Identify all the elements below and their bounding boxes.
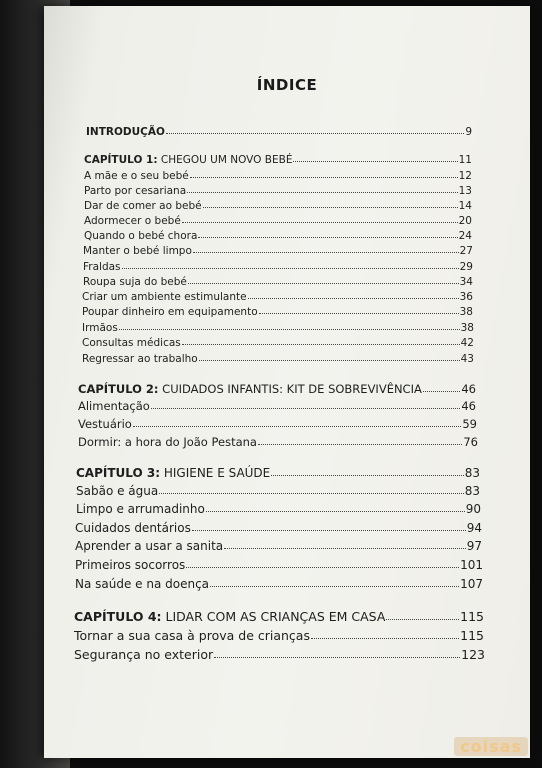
dot-leader xyxy=(224,547,466,549)
toc-page-number: 76 xyxy=(463,435,478,449)
toc-page-number: 20 xyxy=(458,215,472,227)
toc-entry-label xyxy=(76,484,158,498)
toc-entry xyxy=(74,647,485,662)
toc-entry-text: Tornar a sua casa à prova de crianças xyxy=(74,628,310,643)
toc-entry-text: CUIDADOS INFANTIS: KIT DE SOBREVIVÊNCIA xyxy=(158,382,422,396)
dot-leader xyxy=(188,282,459,284)
toc-entry xyxy=(76,466,480,480)
dot-leader xyxy=(206,510,465,512)
toc-chapter-number: CAPÍTULO 1: xyxy=(84,154,158,166)
toc-page-number: 46 xyxy=(461,382,476,396)
dot-leader xyxy=(203,206,458,208)
toc-entry-label xyxy=(75,539,223,553)
toc-page-number: 59 xyxy=(462,417,477,431)
toc-entry-text: Alimentação xyxy=(78,399,150,413)
toc-page-number: 36 xyxy=(459,291,473,303)
toc-entry-text: Fraldas xyxy=(83,261,121,273)
toc-page-number: 14 xyxy=(458,200,472,212)
toc-entry xyxy=(76,484,480,498)
toc-entry xyxy=(84,170,472,182)
dot-leader xyxy=(190,176,458,178)
toc-page-number: 83 xyxy=(464,484,480,498)
toc-entry-label xyxy=(75,577,209,591)
toc-entry-label xyxy=(84,200,202,212)
toc-entry-label xyxy=(75,558,185,572)
toc-entry-label xyxy=(84,185,186,197)
toc-entry-label xyxy=(82,291,247,303)
dot-leader xyxy=(119,328,460,330)
toc-entry-label xyxy=(82,306,258,318)
toc-page-number: 38 xyxy=(460,322,474,334)
toc-entry xyxy=(84,200,472,212)
toc-entry-label xyxy=(74,647,213,662)
toc-entry-text: LIDAR COM AS CRIANÇAS EM CASA xyxy=(161,609,386,624)
toc-entry-text: Roupa suja do bebé xyxy=(83,276,187,288)
toc-page-number: 38 xyxy=(459,306,473,318)
toc-chapter-number: CAPÍTULO 2: xyxy=(78,382,159,396)
dot-leader xyxy=(186,566,459,568)
toc-page-number: 12 xyxy=(458,170,472,182)
toc-entry xyxy=(78,417,477,431)
toc-page-number: 9 xyxy=(465,126,472,138)
toc-page-number: 123 xyxy=(461,647,485,662)
toc-page-number: 11 xyxy=(458,154,472,166)
toc-entry-label xyxy=(86,126,165,138)
toc-entry xyxy=(78,399,476,413)
dot-leader xyxy=(423,390,461,392)
toc-entry-label xyxy=(78,382,422,396)
toc-entry xyxy=(75,539,482,553)
dot-leader xyxy=(187,191,457,193)
toc-entry-text: Primeiros socorros xyxy=(75,558,186,572)
toc-entry xyxy=(86,126,472,138)
toc-entry-label xyxy=(83,276,187,288)
dot-leader xyxy=(182,221,458,223)
toc-page-number: 97 xyxy=(466,539,482,553)
toc-entry-text: Parto por cesariana xyxy=(84,185,187,197)
toc-entry-text: Segurança no exterior xyxy=(74,647,214,662)
dot-leader xyxy=(386,618,459,620)
toc-entry-text: Irmãos xyxy=(82,322,118,334)
dot-leader xyxy=(293,160,457,162)
toc-entry-label xyxy=(82,353,198,365)
toc-page-number: 34 xyxy=(459,276,473,288)
toc-entry-label xyxy=(74,628,310,643)
dot-leader xyxy=(133,425,462,427)
toc-entry-text: Sabão e água xyxy=(76,484,159,498)
toc-entry-label xyxy=(84,230,197,242)
toc-entry-text: Adormecer o bebé xyxy=(84,215,181,227)
dot-leader xyxy=(311,637,459,639)
toc-entry-text: Vestuário xyxy=(78,417,132,431)
toc-entry-text: Na saúde e na doença xyxy=(75,577,210,591)
dot-leader xyxy=(151,407,461,409)
toc-page-number: 46 xyxy=(461,399,476,413)
toc-entry-text: Criar um ambiente estimulante xyxy=(82,291,247,303)
toc-entry-text: HIGIENE E SAÚDE xyxy=(160,466,271,480)
toc-chapter-number: CAPÍTULO 3: xyxy=(76,466,161,480)
dot-leader xyxy=(192,529,466,531)
toc-entry xyxy=(82,306,473,318)
toc-entry-text: Dar de comer ao bebé xyxy=(84,200,202,212)
toc-entry xyxy=(82,353,474,365)
toc-entry xyxy=(78,435,478,449)
dot-leader xyxy=(271,474,463,476)
dot-leader xyxy=(214,656,460,658)
toc-entry-text: A mãe e o seu bebé xyxy=(84,170,189,182)
toc-entry-label xyxy=(84,154,292,166)
toc-entry xyxy=(84,215,472,227)
dot-leader xyxy=(258,443,462,445)
toc-entry-text: Dormir: a hora do João Pestana xyxy=(78,435,257,449)
book-page xyxy=(44,6,530,758)
dot-leader xyxy=(248,297,459,299)
toc-entry xyxy=(83,276,473,288)
toc-entry-label xyxy=(83,261,121,273)
toc-entry-text: Aprender a usar a sanita xyxy=(75,539,224,553)
toc-chapter-number: CAPÍTULO 4: xyxy=(74,609,162,624)
toc-entry-text: Manter o bebé limpo xyxy=(83,245,192,257)
dot-leader xyxy=(259,312,459,314)
toc-page-number: 115 xyxy=(460,628,484,643)
toc-page-number: 94 xyxy=(466,521,482,535)
toc-entry xyxy=(74,609,484,624)
toc-entry xyxy=(84,154,472,166)
dot-leader xyxy=(198,236,457,238)
toc-entry xyxy=(82,291,473,303)
toc-entry xyxy=(78,382,476,396)
toc-entry-label xyxy=(84,170,189,182)
toc-page-number: 90 xyxy=(465,502,481,516)
toc-entry-text: CHEGOU UM NOVO BEBÉ xyxy=(157,154,293,166)
toc-entry xyxy=(75,577,483,591)
toc-entry-label xyxy=(84,215,181,227)
dot-leader xyxy=(182,343,460,345)
toc-entry-text: Cuidados dentários xyxy=(75,521,191,535)
toc-entry-label xyxy=(76,502,205,516)
watermark-logo: coisas xyxy=(454,737,528,756)
toc-entry-text: Limpo e arrumadinho xyxy=(76,502,205,516)
toc-entry xyxy=(83,261,473,273)
toc-entry xyxy=(75,558,483,572)
dot-leader xyxy=(199,359,460,361)
toc-entry-label xyxy=(83,245,192,257)
dot-leader xyxy=(193,251,459,253)
toc-entry xyxy=(76,502,481,516)
toc-entry-label xyxy=(78,399,150,413)
toc-entry xyxy=(84,185,472,197)
toc-entry xyxy=(74,628,484,643)
toc-page-number: 29 xyxy=(459,261,473,273)
toc-entry xyxy=(84,230,472,242)
toc-entry-label xyxy=(74,609,385,624)
toc-entry-label xyxy=(78,417,132,431)
toc-page-number: 115 xyxy=(460,609,484,624)
toc-entry-label xyxy=(82,322,118,334)
toc-entry-label xyxy=(76,466,270,480)
toc-chapter-number: INTRODUÇÃO xyxy=(86,126,165,138)
toc-page-number: 101 xyxy=(460,558,483,572)
dot-leader xyxy=(159,492,463,494)
toc-page-number: 13 xyxy=(458,185,472,197)
toc-entry-text: Quando o bebé chora xyxy=(84,230,198,242)
toc-entry xyxy=(75,521,482,535)
toc-entry-text: Consultas médicas xyxy=(82,337,181,349)
toc-page-number: 27 xyxy=(459,245,473,257)
dot-leader xyxy=(210,585,459,587)
toc-entry-label xyxy=(75,521,191,535)
toc-page-number: 83 xyxy=(464,466,480,480)
toc-page-number: 43 xyxy=(460,353,474,365)
toc-page-number: 107 xyxy=(460,577,483,591)
toc-entry-label xyxy=(82,337,181,349)
toc-entry xyxy=(83,245,473,257)
toc-entry xyxy=(82,322,474,334)
toc-entry-text: Regressar ao trabalho xyxy=(82,353,198,365)
dot-leader xyxy=(166,132,464,134)
toc-entry-text: Poupar dinheiro em equipamento xyxy=(82,306,258,318)
toc-entry-label xyxy=(78,435,257,449)
toc-entry xyxy=(82,337,474,349)
dot-leader xyxy=(122,267,459,269)
page-title: ÍNDICE xyxy=(256,76,318,94)
toc-page-number: 24 xyxy=(458,230,472,242)
toc-page-number: 42 xyxy=(460,337,474,349)
